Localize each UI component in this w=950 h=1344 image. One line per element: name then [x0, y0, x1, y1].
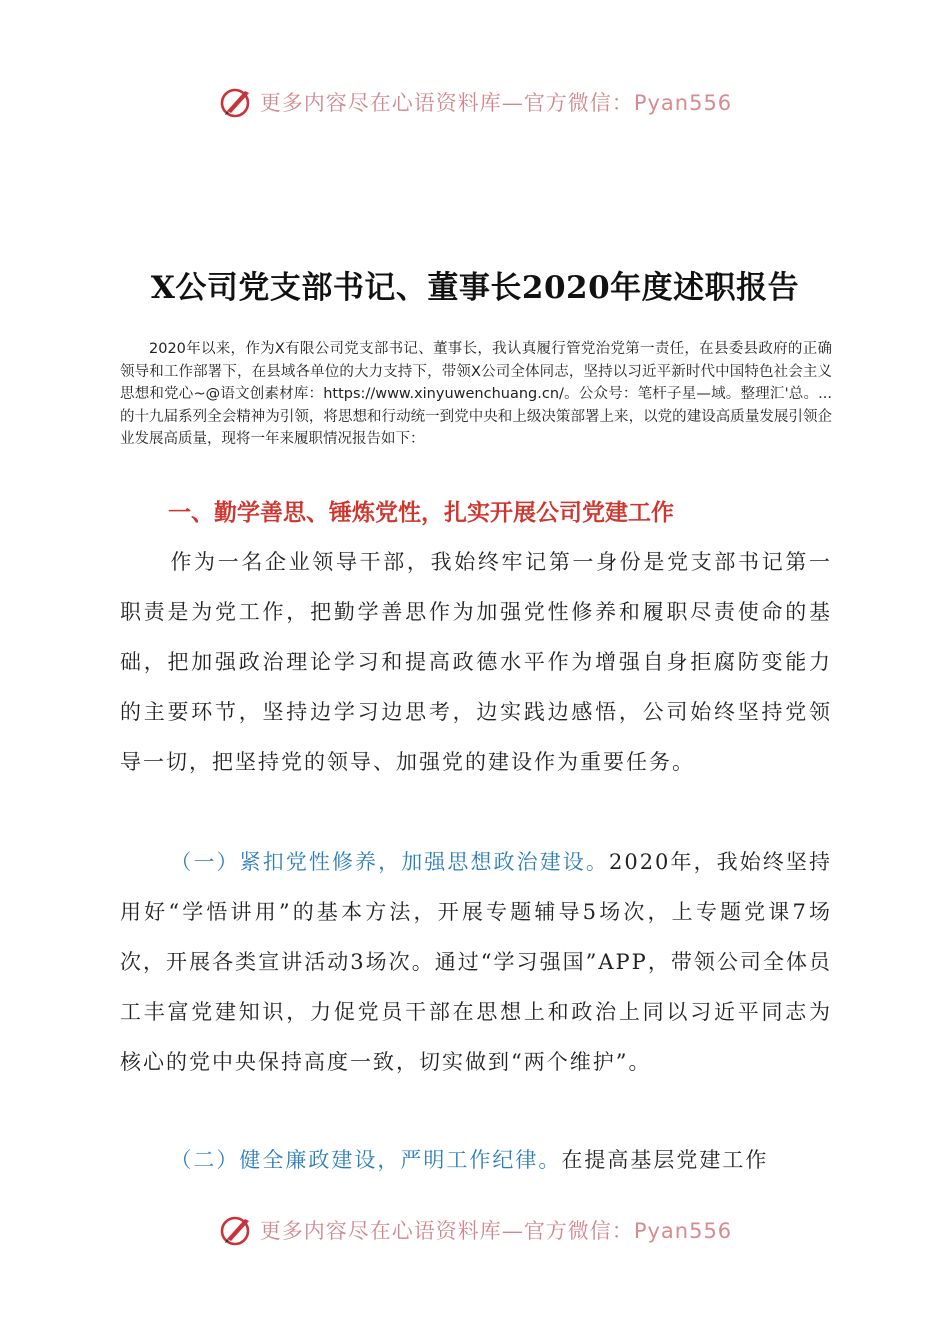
footer-watermark [0, 1210, 950, 1250]
header-watermark [0, 82, 950, 122]
intro-paragraph: 2020年以来，作为X有限公司党支部书记、董事长，我认真履行管党治党第一责任，在县委县政府的正确领导和工作部署下，在县域各单位的大力支持下，带领X公司全体同志，坚持以习近平新时代中国特色社会主义思想和党心~@语文创素材库：https://www.xinyuwenchuang.cn/。公众号：笔杆子星—域。整理汇'总。...的十九届系列全会精神为引领，将思想和行动统一到党中央和上级决策部署上来，以党的建设高质量发展引领企业发展高质量，现将一年来履职情况报告如下： [120, 341, 832, 447]
section-heading: 一、勤学善思、锤炼党性，扎实开展公司党建工作 [168, 500, 674, 526]
subsection-heading: （一）紧扣党性修养，加强思想政治建设。 [170, 850, 609, 874]
subsection-paragraph [120, 837, 832, 1087]
subsection-heading: （二）健全廉政建设，严明工作纪律。 [170, 1148, 562, 1172]
body-paragraph: 作为一名企业领导干部，我始终牢记第一身份是党支部书记第一职责是为党工作，把勤学善思作为加强党性修养和履职尽责使命的基础，把加强政治理论学习和提高政德水平作为增强自身拒腐防变能力的主要环节，坚持边学习边思考，边实践边感悟，公司始终坚持党领导一切，把坚持党的领导、加强党的建设作为重要任务。 [120, 550, 832, 774]
watermark-text: 更多内容尽在心语资料库—官方微信：Pyan556 [259, 1219, 733, 1243]
subsection-paragraph [120, 1135, 832, 1185]
wechat-id: Pyan556 [633, 1219, 733, 1243]
subsection-body: 在提高基层党建工作 [561, 1148, 769, 1172]
wechat-id: Pyan556 [633, 91, 733, 115]
pen-logo-icon [218, 1212, 254, 1248]
watermark-text: 更多内容尽在心语资料库—官方微信：Pyan556 [259, 91, 733, 115]
subsection-body: 2020年，我始终坚持用好“学悟讲用”的基本方法，开展专题辅导5场次，上专题党课7场次，开展各类宣讲活动3场次。通过“学习强国”APP，带领公司全体员工丰富党建知识，力促党员干部在思想上和政治上同以习近平同志为核心的党中央保持高度一致，切实做到“两个维护”。 [120, 850, 832, 1074]
pen-logo-icon [218, 84, 254, 120]
document-title: X公司党支部书记、董事长2020年度述职报告 [150, 270, 800, 306]
